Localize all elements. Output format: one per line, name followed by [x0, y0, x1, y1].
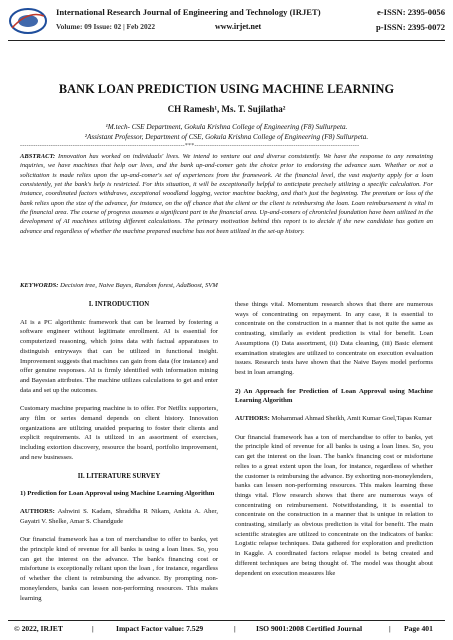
- survey-paragraph-1: Our financial framework has a ton of merchandise to offer to banks, yet the principle kind of revenue for all banks is using a loan lines. So, you can get the interest on the advance. The bank's financing cost or misfortune is exceptionally reliant upon the loan , for instance, regardless of whether the client is reimbursing the advance. By prompting non-moneylenders, banks can lessen non-performing resources. This makes learning: [20, 536, 218, 602]
- journal-title: International Research Journal of Engineering and Technology (IRJET): [56, 7, 321, 17]
- survey-authors-1: [20, 507, 218, 526]
- section-heading-literature-survey: II. LITERATURE SURVEY: [77, 472, 161, 480]
- paper-authors: CH Ramesh¹, Ms. T. Sujilatha²: [167, 104, 286, 114]
- volume-issue: Volume: 09 Issue: 02 | Feb 2022: [56, 22, 156, 31]
- authors-text-2: Mohammad Ahmad Sheikh, Amit Kumar Goel,Tapas Kumar: [269, 415, 432, 423]
- footer-separator: |: [234, 624, 236, 633]
- section-heading-introduction: I. INTRODUCTION: [88, 301, 150, 308]
- subsection-heading-1: 1) Prediction for Loan Approval using Machine Learning Algorithm: [20, 490, 215, 498]
- footer-page-number: Page 401: [404, 624, 433, 633]
- intro-paragraph-2: Customary machine preparing machine is to offer. For Netflix supporters, any film or series demand depends on client history. Innovation organizations are utilizing unaided preparing to foster their clients and explicit requirements. AI is utilized in an assortment of exercises, including extortion discovery, resource the board, portfolio improvement, and new businesses.: [20, 405, 218, 461]
- journal-website-link[interactable]: www.irjet.net: [215, 22, 262, 31]
- keywords: [20, 282, 433, 289]
- footer-impact-factor: Impact Factor value: 7.529: [116, 624, 204, 633]
- survey-paragraph-2: Our financial framework has a ton of merchandise to offer to banks, yet the principle kind of revenue for all banks is using a loan lines. So, you can get the interest on the loan. The bank's financing cost or misfortune relies to a great extent upon the loan, for instance, regardless of whether the customer is reimbursing the advance. By exhorting non-moneylenders, banks can lessen non-performing resources. This makes learning these things vital. Flow research shows that there are numerous ways of concentrating on reimbursement. Notwithstanding, it is essential to concentrate on the construction in a manner that is unique in relation to contrasting, similarly as obvious prediction is vital for benefit. The main scientific strategies are utilized to concentrate on the indicators of banks: Logistic relapse techniques. Data gathered for exploration and prediction in Kaggle. A coordinated factors relapse model is being created and different techniques are being thought of. The model was thought about dependent on execution measures like: [235, 433, 433, 577]
- abstract-label: ABSTRACT:: [20, 153, 56, 160]
- header-divider: [8, 40, 445, 41]
- paper-title: BANK LOAN PREDICTION USING MACHINE LEARNING: [58, 82, 395, 96]
- separator-line: ---------------------------------------------------------------------------***---------------------------------------------------------------------------: [20, 143, 360, 149]
- keywords-text: Decision tree, Naive Bayes, Random forest, AdaBoost, SVM: [58, 282, 218, 289]
- footer-separator: |: [92, 624, 94, 633]
- footer-copyright: © 2022, IRJET: [14, 624, 63, 633]
- page-footer: [8, 620, 445, 635]
- abstract-text: Innovation has worked on individuals' lives. We intend to venture out and diverse consistently. We have the response to any remaining inquiries, we have machines that help our lives, and the bank up-and-comer gets the choice prior to endorsing the advance sum. Whether or not a solicitation is made relies upon the up-and-comer's set of experiences from the framework. At the financial level, the vast majority apply for a loan consistently, yet the bank's help is restricted. For this situation, it will be exceptionally helpful to anticipate precisely utilizing a specific calculation. For instance, coordinated factors withdraws, exceptional woodland logging, vector machine backing, and that's just the beginning. The premium or loss of the bank relies upon the size of the advance, for instance, on the off chance that the client or the client is reimbursing the loan. Loan reimbursement is vital in the financial area. The course of progress assumes a significant part in the financial area. Up-and-comers of chronicled foundation have been utilized in the development of AI machines utilizing different calculations. The primary motivation behind this report is to decide if the new candidate has gotten an advance and regardless of whether the machine prepared machine has not been utilized in the set-up history.: [20, 153, 433, 235]
- irjet-logo-icon: [8, 6, 48, 36]
- affiliation-1: ¹M.tech- CSE Department, Gokula Krishna College of Engineering (F8) Sullurpeta.: [105, 123, 348, 131]
- affiliation-2: ²Assistant Professor, Department of CSE, Gokula Krishna College of Engineering (F8) Sullurpeta.: [84, 133, 369, 141]
- footer-separator: |: [389, 624, 391, 633]
- keywords-label: KEYWORDS:: [20, 282, 59, 289]
- footer-iso: ISO 9001:2008 Certified Journal: [256, 624, 363, 633]
- left-column: [20, 300, 218, 612]
- journal-header: [0, 0, 453, 46]
- abstract: [20, 152, 433, 236]
- intro-paragraph-1: AI is a PC algorithmic framework that can be learned by fostering a software engineer without legitimate enrollment. AI is essential for computerized reasoning, which joins data with factual apparatuses to distinguish entryways that can be utilized in functional insight. Improvement suggests that machines can gain from data (for instance) and offer genuine responses. AI is firmly identified with information mining and Bayesian attributes. The machine utilizes calculations to get and enter data and set up the outcomes.: [20, 318, 218, 394]
- right-column: [235, 300, 433, 587]
- authors-label-1: AUTHORS:: [20, 507, 55, 515]
- authors-text-1: Ashwini S. Kadam, Shraddha R Nikam, Ankita A. Aher, Gayatri V. Shelke, Amar S. Chandgude: [20, 507, 218, 525]
- survey-authors-2: [235, 414, 433, 424]
- p-issn: p-ISSN: 2395-0072: [376, 22, 445, 32]
- e-issn: e-ISSN: 2395-0056: [376, 7, 445, 17]
- survey-paragraph-1-cont: these things vital. Momentum research shows that there are numerous ways of concentrating on repayment. In any case, it is essential to concentrate on the construction in a manner that is not quite the same as contrasting, similarly as evident prediction is vital for benefit. Loan Assumptions (I) Data assortment, (ii) Data cleaning, (iii) Basic element examination strategies are utilized to concentrate on execution evaluation issues. Research tests have shown that the Naive Bayes model performs best in loan arranging.: [235, 301, 433, 376]
- subsection-heading-2: 2) An Approach for Prediction of Loan Approval using Machine Learning Algorithm: [235, 387, 433, 405]
- authors-label-2: AUTHORS:: [235, 415, 270, 423]
